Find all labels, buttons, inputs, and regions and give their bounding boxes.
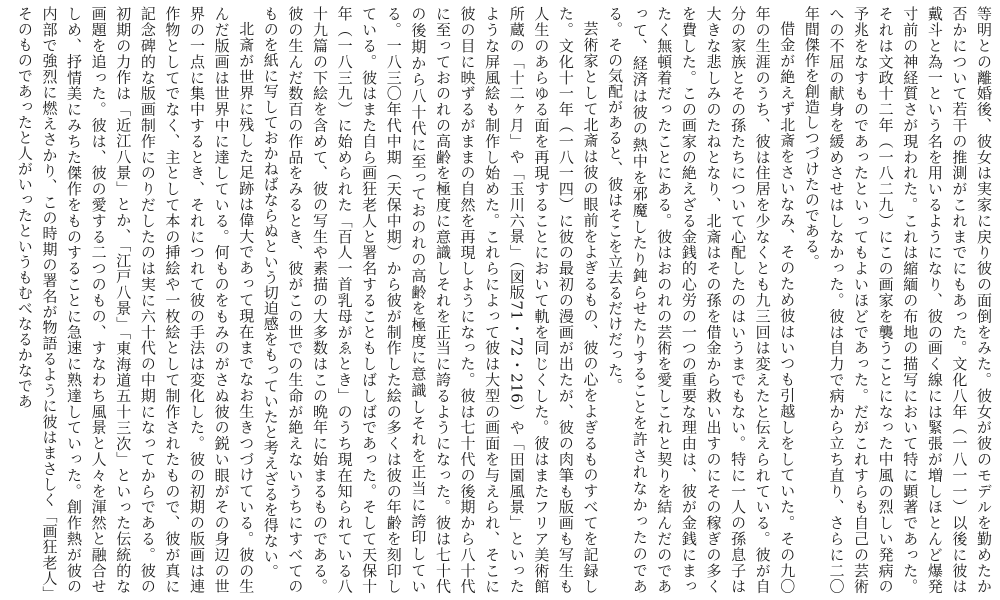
paragraph-1: 等明との離婚後、彼女は実家に戻り彼の面倒をみた。彼女が彼のモデルを勤めたか否かについて若干の推測がこれまでにもあった。文化八年（一八一一）以後に彼は戴斗と為一という名を用いるようになり、彼の画く線には緊張が増しほとんど爆発寸前の神経質さが現われた。これは縮緬の布地の描写において特に顕著であった。それは文政十二年（一八二九）にこの画家を襲うことになった中風の烈しい発病の予兆をなすものであったといってもよいほどであった。だがこれすらも自己の芸術への不屈の献身を緩めさせはしなかった。彼は自力で病から立ち直り、さらに二〇年間傑作を創造しつづけたのである。 xyxy=(802,6,993,594)
paragraph-4: 北斎が世界に残した足跡は偉大であって現在までなお生きつづけている。彼の生んだ版画は世界中に達している。何ものをもみのがさぬ彼の鋭い眼がその身辺の世界の一点に集中するとき、それにつれて彼の手法は変化した。彼の初期の版画は連作物としてでなく、主として本の挿絵や一枚絵として制作されたもので、彼が真に記念碑的な版画制作にのりだしたのは実に六十代の中期になってからである。彼の初期の力作は「近江八景」とか、「江戸八景」「東海道五十三次」といった伝統的な画題を追った。彼は、彼の愛する二つのもの、すなわち風景と人々を渾然と融合せしめ、抒情美にみちた傑作をものすることに急速に熟達していった。創作熱が彼の内部で強烈に燃えさかり、この時期の署名が物語るように彼はまさしく「画狂老人」そのものであったと人がいったというもむべなるかなであ xyxy=(15,6,256,595)
vertical-text-body xyxy=(12,6,996,594)
paragraph-2: 借金が絶えず北斎をさいなみ、そのため彼はいつも引越しをしていた。その九〇年の生涯のうち、彼は住居を少なくとも九三回は変えたと伝えられている。彼が自分の家族とその孫たちについて心配したのはいうまでもない。特に一人の孫息子は大きな悲しみのたねとなり、北斎はその孫を借金から救い出すのにその稼ぎの多くを費した。この画家の絶えざる金銭的心労の一つの重要な理由は、彼が金銭にまったく無頓着だったことにある。彼はおのれの芸術を愛しこれと契りを結んだのであって、経済は彼の熱中を邪魔したり鈍らせたりすることを許されなかったのである。その気配があると、彼はそこを立去るだけだった。 xyxy=(606,6,797,594)
paragraph-3: 芸術家として北斎は彼の眼前をよぎるもの、彼の心をよぎるものすべてを記録した。文化十一年（一八一四）に彼の最初の漫画が出たが、彼の肉筆も版画も写生も人生のあらゆる面を再現することにおいて軌を同じくした。彼はまたフリア美術館所蔵の「十二ヶ月」や「玉川六景」（図版71・72・216）や「田園風景」といったような屏風絵も制作し始めた。これらによって彼は大型の画面を与えられ、そこに彼の目に映ずるがままの自然を再現しようになった。彼は七十代の後期から八十代に至っておのれの高齢を極度に意識しそれを正当に誇るようになった。彼は七十代の後期から八十代に至っておのれの高齢を極度に意識しそれを正当に誇印している。一八三〇年代中期（天保中期）から彼が制作した絵の多くは彼の年齢を刻印している。彼はまた自ら画狂老人と署名することもしばしばであった。そして天保十年（一八三九）に始められた「百人一首乳母がゑとき」のうち現在知られている八十九篇の下絵を含めて、彼の写生や素描の大多数はこの晩年に始まるものである。彼の生んだ数百の作品をみるとき、彼がこの世での生命が絶えないうちにすべてのものを紙に写しておかねばならぬという切迫感をもっていたと考えざるを得ない。 xyxy=(261,6,600,595)
